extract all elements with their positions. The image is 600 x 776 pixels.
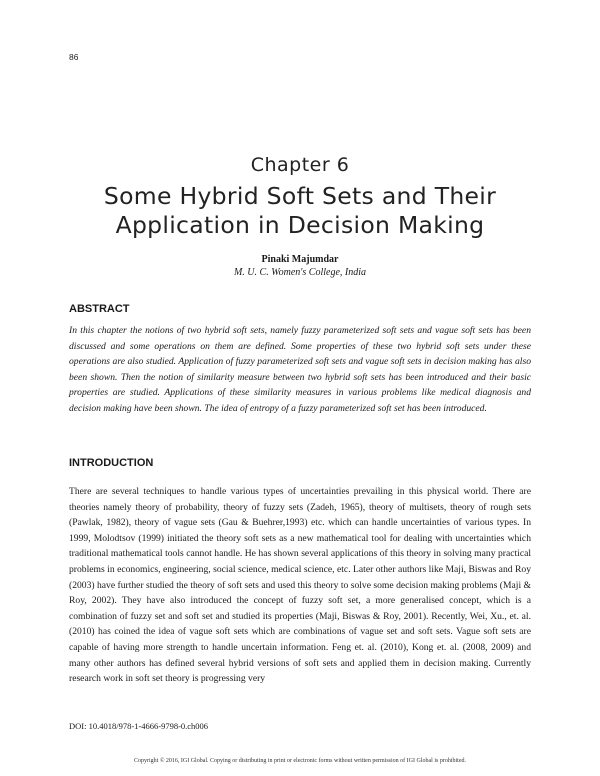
copyright-notice: Copyright © 2016, IGI Global. Copying or distributing in print or electronic forms without written permission of IGI Global is prohibited. [133,758,466,764]
chapter-label: Chapter 6 [250,154,350,176]
author-name: Pinaki Majumdar [261,254,339,265]
page-number: 86 [69,52,79,62]
author-affiliation: M. U. C. Women's College, India [233,267,367,278]
introduction-text: There are several techniques to handle various types of uncertainties prevailing in this physical world. There are theories namely theory of probability, theory of fuzzy sets (Zadeh, 1965), theory of multisets, theory of rough sets (Pawlak, 1982), theory of vague sets (Gau & Buehrer,1993) etc. which can handle uncertainties of various types. In 1999, Molodtsov (1999) initiated the theory soft sets as a new mathematical tool for dealing with uncertainties which traditional mathematical tools cannot handle. He has shown several applications of this theory in solving many practical problems in economics, engineering, social science, medical science, etc. Later other authors like Maji, Biswas and Roy (2003) have further studied the theory of soft sets and used this theory to solve some decision making problems (Maji & Roy, 2002). They have also introduced the concept of fuzzy soft set, a more generalised concept, which is a combination of fuzzy set and soft set and studied its properties (Maji, Biswas & Roy, 2001). Recently, Wei, Xu., et. al. (2010) has coined the idea of vague soft sets which are combinations of vague set and soft sets. Vague soft sets are capable of having more strength to handle uncertain information. Feng et. al. (2010), Kong et. al. (2008, 2009) and many other authors has defined several hybrid versions of soft sets and applied them in decision making. Currently research work in soft set theory is progressing very [69,486,531,685]
introduction-heading: INTRODUCTION [69,457,154,469]
abstract-heading: ABSTRACT [69,303,130,315]
abstract-text: In this chapter the notions of two hybrid soft sets, namely fuzzy parameterized soft sets and vague soft sets has been discussed and some operations on them are defined. Some properties of these two hybrid soft sets under these operations are also studied. Application of fuzzy parameterized soft sets and vague soft sets in decision making has also been shown. Then the notion of similarity measure between two hybrid soft sets has been introduced and their basic properties are studied. Applications of these similarity measures in various problems like medical diagnosis and decision making have been shown. The idea of entropy of a fuzzy parameterized soft set has been introduced. [69,325,531,414]
doi-line: DOI: 10.4018/978-1-4666-9798-0.ch006 [69,721,209,731]
chapter-title: Some Hybrid Soft Sets and Their Application in Decision Making [103,182,497,239]
